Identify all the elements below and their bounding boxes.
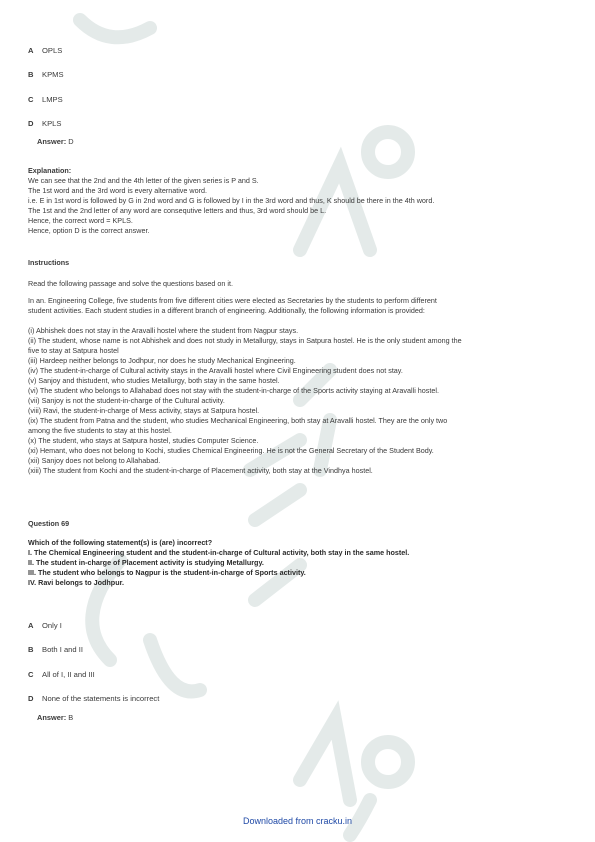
option-c[interactable]: C LMPS <box>28 95 63 104</box>
instructions-title: Instructions <box>28 258 70 267</box>
clue: five to stay at Satpura hostel <box>28 346 119 355</box>
explanation-line: i.e. E in 1st word is followed by G in 2nd word and G is followed by I in the 3rd word and thus, K should be there in the 4th word. <box>28 196 435 205</box>
clue-list <box>28 326 568 476</box>
clue: (v) Sanjoy and thistudent, who studies Metallurgy, both stay in the same hostel. <box>28 376 280 385</box>
explanation-line: The 1st and the 2nd letter of any word are consequtive letters and thus, 3rd word should be L. <box>28 206 327 215</box>
clue: (i) Abhishek does not stay in the Aravalli hostel where the student from Nagpur stays. <box>28 326 299 335</box>
explanation-line: Hence, the correct word = KPLS. <box>28 216 133 225</box>
option-b[interactable]: B KPMS <box>28 70 64 79</box>
option-b[interactable]: B Both I and II <box>28 645 83 654</box>
clue: (iv) The student-in-charge of Cultural activity stays in the Aravalli hostel where Civil Engineering student does not stay. <box>28 366 403 375</box>
clue: (iii) Hardeep neither belongs to Jodhpur, nor does he study Mechanical Engineering. <box>28 356 296 365</box>
clue: (vii) Sanjoy is not the student-in-charge of the Cultural activity. <box>28 396 225 405</box>
passage: In an. Engineering College, five students from five different cities were elected as Secretaries by the students to perform different student activities. Each student studies in a different branch of engineering. Additionally, the following information is provided: <box>28 296 437 315</box>
clue: (xii) Sanjoy does not belong to Allahabad. <box>28 456 161 465</box>
option-c[interactable]: C All of I, II and III <box>28 670 95 679</box>
answer-line: Answer: B <box>37 713 74 722</box>
footer-download-link[interactable]: Downloaded from cracku.in <box>242 816 353 826</box>
option-a[interactable]: A OPLS <box>28 46 63 55</box>
option-d[interactable]: D KPLS <box>28 119 62 128</box>
explanation-title: Explanation: <box>28 166 72 175</box>
instructions-intro: Read the following passage and solve the questions based on it. <box>28 279 233 288</box>
clue: (vi) The student who belongs to Allahabad does not stay with the student-in-charge of the Sports activity staying at Aravalli hostel. <box>28 386 439 395</box>
clue: (xiii) The student from Kochi and the student-in-charge of Placement activity, both stay at the Vindhya hostel. <box>28 466 373 475</box>
option-a[interactable]: A Only I <box>28 621 62 630</box>
clue: (x) The student, who stays at Satpura hostel, studies Computer Science. <box>28 436 259 445</box>
question-text: Which of the following statement(s) is (are) incorrect? I. The Chemical Engineering student and the student-in-charge of Cultural activity, both stay in the same hostel. II. The student in-charge of Placement activity is studying Metallurgy. III. The student who belongs to Nagpur is the student-in-charge of Sports activity. IV. Ravi belongs to Jodhpur. <box>28 538 410 587</box>
clue: (ii) The student, whose name is not Abhishek and does not study in Metallurgy, stays in Satpura hostel. He is the only student among the <box>28 336 462 345</box>
option-d[interactable]: D None of the statements is incorrect <box>28 694 160 703</box>
clue: (xi) Hemant, who does not belong to Kochi, studies Chemical Engineering. He is not the General Secretary of the Student Body. <box>28 446 434 455</box>
explanation-block <box>28 166 568 236</box>
clue: (viii) Ravi, the student-in-charge of Mess activity, stays at Satpura hostel. <box>28 406 260 415</box>
clue: (ix) The student from Patna and the student, who studies Mechanical Engineering, both stay at Aravalli hostel. They are the only two <box>28 416 448 425</box>
explanation-line: Hence, option D is the correct answer. <box>28 226 150 235</box>
explanation-line: The 1st word and the 3rd word is every alternative word. <box>28 186 207 195</box>
clue: among the five students to stay at this hostel. <box>28 426 172 435</box>
answer-line: Answer: D <box>37 137 74 146</box>
explanation-line: We can see that the 2nd and the 4th letter of the given series is P and S. <box>28 176 259 185</box>
question-number: Question 69 <box>28 519 70 528</box>
